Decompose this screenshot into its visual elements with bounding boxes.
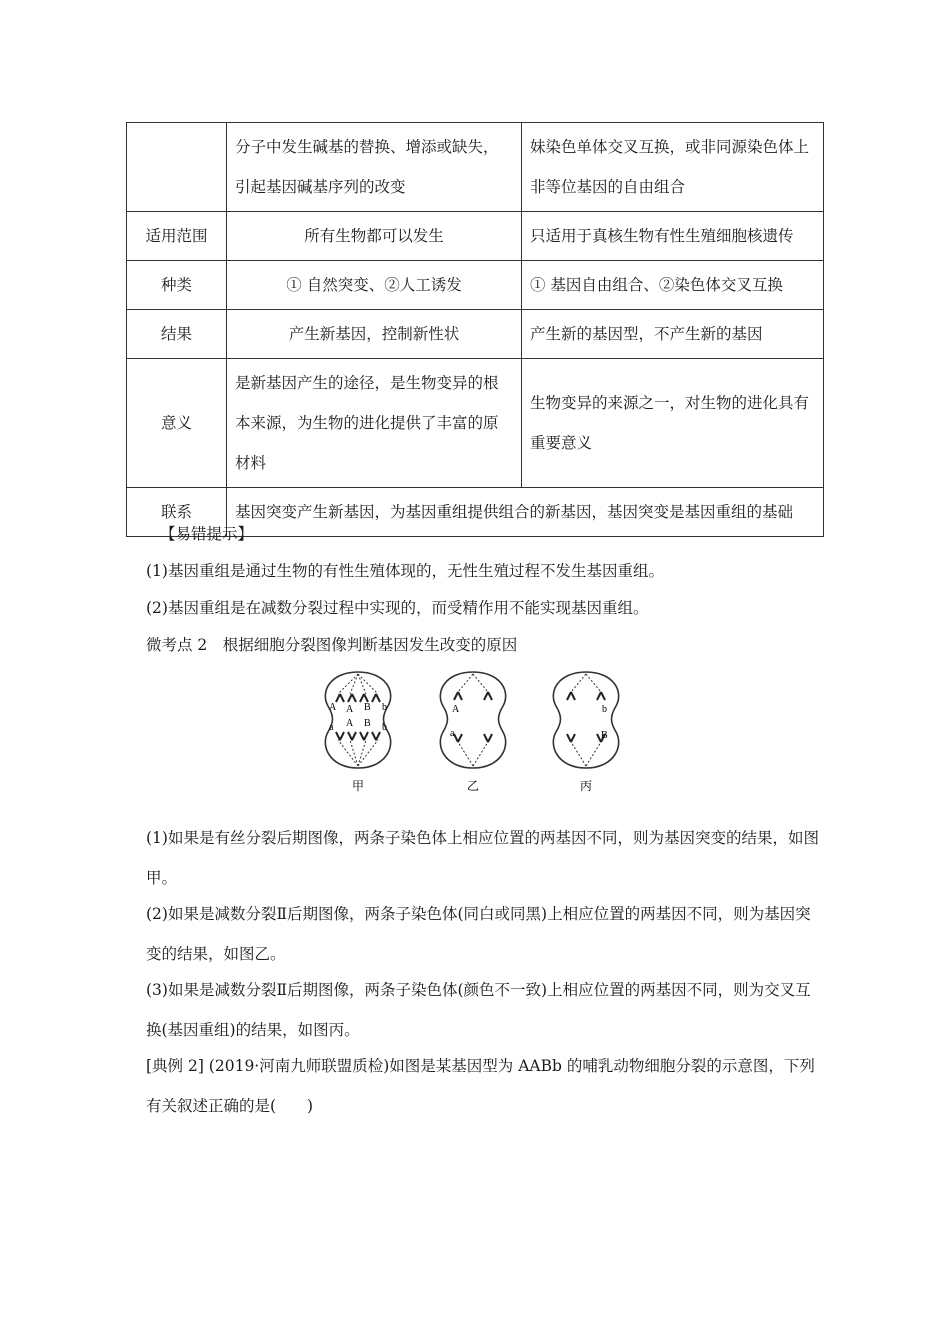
- relation-cell: 基因突变产生新基因，为基因重组提供组合的新基因，基因突变是基因重组的基础: [227, 488, 824, 537]
- gene-A-label: A: [452, 704, 460, 715]
- comparison-table: [126, 122, 824, 537]
- mutation-cell: 所有生物都可以发生: [227, 212, 522, 261]
- cell-bing: [553, 672, 618, 793]
- gene-a-label: a: [450, 728, 455, 739]
- gene-B-label: B: [364, 718, 371, 729]
- gene-a-label: a: [329, 722, 334, 733]
- row-label: 结果: [127, 310, 227, 359]
- tip-1: (1)基因重组是通过生物的有性生殖体现的，无性生殖过程不发生基因重组。: [146, 562, 664, 580]
- chromosome: [567, 692, 605, 742]
- recombination-cell: 生物变异的来源之一，对生物的进化具有重要意义: [522, 359, 824, 488]
- mutation-cell: 产生新基因，控制新性状: [227, 310, 522, 359]
- explanation-1: (1)如果是有丝分裂后期图像，两条子染色体上相应位置的两基因不同，则为基因突变的结果，如图甲。: [146, 829, 819, 887]
- gene-b-label: b: [382, 702, 387, 713]
- row-label: [127, 123, 227, 212]
- table-row: [127, 123, 824, 212]
- gene-B-label: B: [601, 730, 608, 741]
- recombination-cell: ① 基因自由组合、②染色体交叉互换: [522, 261, 824, 310]
- table-row: [127, 310, 824, 359]
- cell-outline: [553, 672, 618, 768]
- chromosome: [336, 694, 380, 702]
- chromosome: [336, 732, 380, 740]
- tip-2: (2)基因重组是在减数分裂过程中实现的，而受精作用不能实现基因重组。: [146, 599, 649, 617]
- gene-A-label: A: [346, 704, 354, 715]
- gene-B-label: B: [364, 702, 371, 713]
- mutation-cell: 分子中发生碱基的替换、增添或缺失，引起基因碱基序列的改变: [227, 123, 522, 212]
- table-row: [127, 261, 824, 310]
- gene-A-label: A: [346, 718, 354, 729]
- mutation-cell: 是新基因产生的途径，是生物变异的根本来源，为生物的进化提供了丰富的原材料: [227, 359, 522, 488]
- tips-heading: 【易错提示】: [160, 525, 254, 543]
- cell-outline: [440, 672, 505, 768]
- example-2: [典例 2] (2019·河南九师联盟质检)如图是某基因型为 AABb 的哺乳动物细胞分裂的示意图，下列有关叙述正确的是( ): [146, 1057, 815, 1115]
- figure-label-bing: 丙: [580, 779, 593, 793]
- table-row: [127, 212, 824, 261]
- spindle-lines: [338, 674, 378, 766]
- explanation-2: (2)如果是减数分裂Ⅱ后期图像，两条子染色体(同白或同黑)上相应位置的两基因不同，则为基因突变的结果，如图乙。: [146, 905, 811, 963]
- mutation-cell: ① 自然突变、②人工诱发: [227, 261, 522, 310]
- row-label: 适用范围: [127, 212, 227, 261]
- recombination-cell: 只适用于真核生物有性生殖细胞核遗传: [522, 212, 824, 261]
- row-label: 联系: [127, 488, 227, 537]
- explanation-3: (3)如果是减数分裂Ⅱ后期图像，两条子染色体(颜色不一致)上相应位置的两基因不同，则为交叉互换(基因重组)的结果，如图丙。: [146, 981, 811, 1039]
- figure-label-yi: 乙: [467, 779, 480, 793]
- row-label: 意义: [127, 359, 227, 488]
- gene-A-label: A: [329, 702, 337, 713]
- chromosome: [454, 692, 492, 742]
- spindle-lines: [458, 674, 488, 766]
- cell-outline: [325, 672, 390, 768]
- figure-label-jia: 甲: [352, 779, 365, 793]
- recombination-cell: 妹染色单体交叉互换，或非同源染色体上非等位基因的自由组合: [522, 123, 824, 212]
- row-label: 种类: [127, 261, 227, 310]
- table-row: [127, 359, 824, 488]
- recombination-cell: 产生新的基因型，不产生新的基因: [522, 310, 824, 359]
- cell-yi: [440, 672, 505, 793]
- gene-b-label: b: [382, 722, 387, 733]
- gene-b-label: b: [602, 704, 607, 715]
- spindle-lines: [571, 674, 601, 766]
- cell-division-figure: [318, 664, 638, 804]
- micro-point-title: 微考点 2 根据细胞分裂图像判断基因发生改变的原因: [146, 636, 518, 654]
- cell-jia: [325, 672, 390, 793]
